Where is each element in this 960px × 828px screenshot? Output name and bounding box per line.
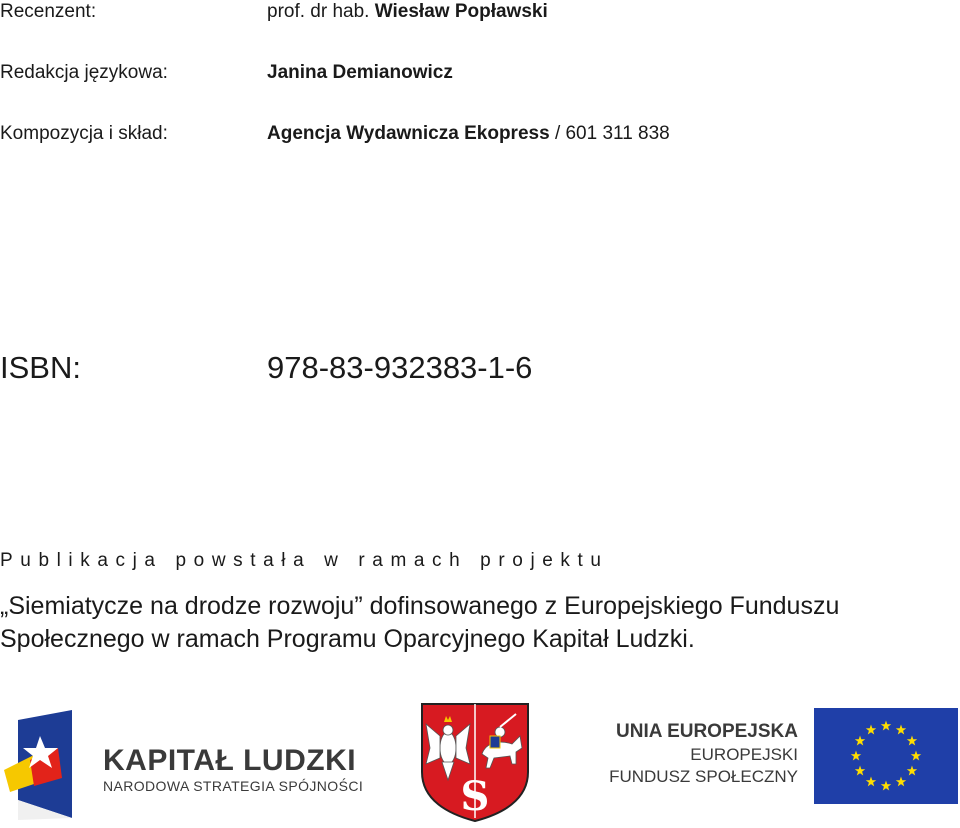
kapital-ludzki-text: [103, 745, 363, 795]
svg-text:S: S: [460, 773, 490, 820]
ue-title: UNIA EUROPEJSKA: [616, 721, 798, 742]
eu-flag-icon: [814, 708, 958, 804]
kapital-ludzki-emblem-icon: [0, 708, 80, 820]
reviewer-title: prof. dr hab.: [267, 1, 370, 22]
layout-phone: / 601 311 838: [554, 123, 670, 144]
editing-label: Redakcja językowa:: [0, 62, 168, 83]
reviewer-label: Recenzent:: [0, 1, 97, 22]
editing-name: Janina Demianowicz: [267, 62, 453, 83]
kapital-ludzki-title: KAPITAŁ LUDZKI: [103, 744, 357, 777]
ue-text: [600, 720, 798, 788]
publication-description: „Siemiatycze na drodze rozwoju” dofinsowanego z Europejskiego Funduszu Społecznego w ramach Programu Oparcyjnego Kapitał Ludzki.: [0, 592, 840, 653]
layout-name: Agencja Wydawnicza Ekopress: [267, 123, 550, 144]
coat-of-arms-icon: [420, 702, 530, 822]
layout-label: Kompozycja i skład:: [0, 123, 168, 144]
isbn-label: ISBN:: [0, 350, 81, 385]
isbn-value: 978-83-932383-1-6: [267, 350, 533, 385]
publication-lead: Publikacja powstała w ramach projektu: [0, 550, 609, 571]
reviewer-name: Wiesław Popławski: [374, 1, 548, 22]
kapital-ludzki-subtitle: NARODOWA STRATEGIA SPÓJNOŚCI: [103, 778, 364, 794]
reviewer-value: [267, 0, 548, 24]
ue-line-3: FUNDUSZ SPOŁECZNY: [609, 767, 798, 786]
layout-value: [267, 122, 670, 146]
ue-line-2: EUROPEJSKI: [690, 745, 798, 764]
